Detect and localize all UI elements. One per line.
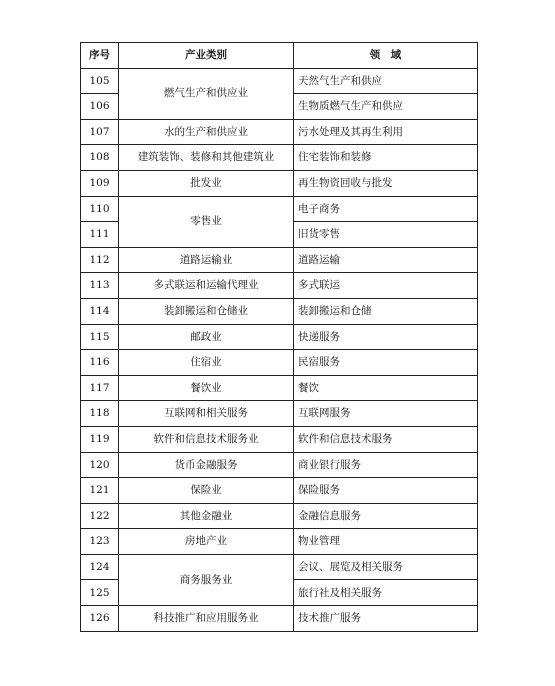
- table-row: [81, 478, 478, 504]
- row-category: 货币金融服务: [119, 452, 294, 478]
- row-number: 110: [81, 196, 119, 222]
- row-category: 保险业: [119, 478, 294, 504]
- row-category: 住宿业: [119, 350, 294, 376]
- row-category: 房地产业: [119, 529, 294, 555]
- row-category: 其他金融业: [119, 503, 294, 529]
- table-row: [81, 503, 478, 529]
- row-number: 124: [81, 554, 119, 580]
- row-number: 126: [81, 606, 119, 632]
- row-number: 119: [81, 426, 119, 452]
- row-field: 电子商务: [294, 196, 478, 222]
- row-number: 105: [81, 68, 119, 94]
- row-number: 106: [81, 94, 119, 120]
- row-category: 批发业: [119, 170, 294, 196]
- table-row: [81, 606, 478, 632]
- table-row: [81, 529, 478, 555]
- table-row: [81, 452, 478, 478]
- row-field: 商业银行服务: [294, 452, 478, 478]
- row-field: 污水处理及其再生利用: [294, 119, 478, 145]
- row-field: 互联网服务: [294, 401, 478, 427]
- row-field: 民宿服务: [294, 350, 478, 376]
- row-field: 道路运输: [294, 247, 478, 273]
- row-number: 120: [81, 452, 119, 478]
- row-category: 科技推广和应用服务业: [119, 606, 294, 632]
- table-row: [81, 273, 478, 299]
- table-row: [81, 324, 478, 350]
- row-category: 水的生产和供应业: [119, 119, 294, 145]
- row-number: 122: [81, 503, 119, 529]
- row-field: 住宅装饰和装修: [294, 145, 478, 171]
- row-field: 技术推广服务: [294, 606, 478, 632]
- table-row: [81, 401, 478, 427]
- table-row: [81, 145, 478, 171]
- row-field: 多式联运: [294, 273, 478, 299]
- row-number: 108: [81, 145, 119, 171]
- header-num: 序号: [81, 43, 119, 69]
- header-field: 领 域: [294, 43, 478, 69]
- row-category: 互联网和相关服务: [119, 401, 294, 427]
- row-field: 保险服务: [294, 478, 478, 504]
- row-category: 邮政业: [119, 324, 294, 350]
- row-category: 商务服务业: [119, 554, 294, 605]
- row-number: 118: [81, 401, 119, 427]
- row-field: 旅行社及相关服务: [294, 580, 478, 606]
- row-number: 125: [81, 580, 119, 606]
- row-number: 111: [81, 222, 119, 248]
- row-field: 再生物资回收与批发: [294, 170, 478, 196]
- row-field: 餐饮: [294, 375, 478, 401]
- table-header-row: [81, 43, 478, 69]
- row-field: 天然气生产和供应: [294, 68, 478, 94]
- row-category: 多式联运和运输代理业: [119, 273, 294, 299]
- table-row: [81, 554, 478, 580]
- row-number: 121: [81, 478, 119, 504]
- row-category: 软件和信息技术服务业: [119, 426, 294, 452]
- row-category: 装卸搬运和仓储业: [119, 298, 294, 324]
- industry-table: [80, 42, 478, 632]
- table-row: [81, 170, 478, 196]
- row-number: 109: [81, 170, 119, 196]
- row-field: 生物质燃气生产和供应: [294, 94, 478, 120]
- table-row: [81, 298, 478, 324]
- row-field: 金融信息服务: [294, 503, 478, 529]
- row-number: 123: [81, 529, 119, 555]
- table-row: [81, 375, 478, 401]
- header-category: 产业类别: [119, 43, 294, 69]
- table-row: [81, 119, 478, 145]
- table-row: [81, 68, 478, 94]
- table-row: [81, 426, 478, 452]
- table-row: [81, 350, 478, 376]
- row-field: 旧货零售: [294, 222, 478, 248]
- row-number: 113: [81, 273, 119, 299]
- row-field: 装卸搬运和仓储: [294, 298, 478, 324]
- table-row: [81, 196, 478, 222]
- row-number: 114: [81, 298, 119, 324]
- row-field: 软件和信息技术服务: [294, 426, 478, 452]
- row-field: 会议、展览及相关服务: [294, 554, 478, 580]
- row-number: 117: [81, 375, 119, 401]
- row-category: 道路运输业: [119, 247, 294, 273]
- row-number: 112: [81, 247, 119, 273]
- row-category: 燃气生产和供应业: [119, 68, 294, 119]
- row-number: 107: [81, 119, 119, 145]
- row-field: 快递服务: [294, 324, 478, 350]
- row-category: 建筑装饰、装修和其他建筑业: [119, 145, 294, 171]
- row-category: 餐饮业: [119, 375, 294, 401]
- row-category: 零售业: [119, 196, 294, 247]
- table-row: [81, 247, 478, 273]
- row-number: 116: [81, 350, 119, 376]
- row-field: 物业管理: [294, 529, 478, 555]
- row-number: 115: [81, 324, 119, 350]
